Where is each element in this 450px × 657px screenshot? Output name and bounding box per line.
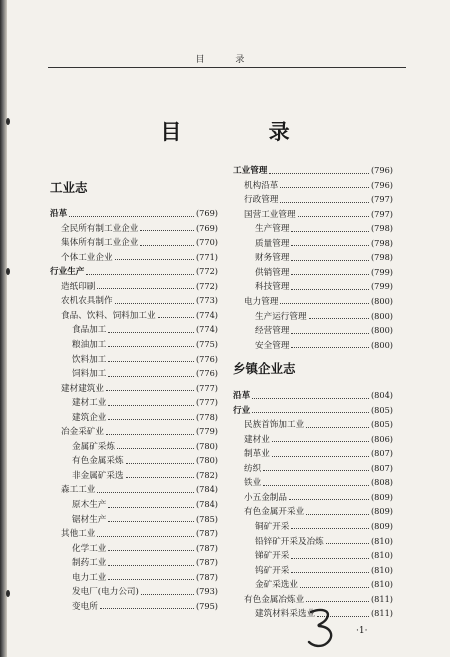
toc-leader-dots <box>141 594 194 595</box>
toc-entry <box>255 325 393 337</box>
toc-entry-title: 建材建筑业 <box>61 383 104 394</box>
toc-entry <box>61 383 218 395</box>
toc-leader-dots <box>291 231 369 232</box>
toc-entry-page: (811) <box>370 593 393 604</box>
toc-entry <box>72 514 218 526</box>
toc-entry-page: (774) <box>195 324 218 335</box>
toc-entry <box>255 550 393 562</box>
toc-entry-page: (776) <box>195 353 218 364</box>
toc-entry <box>61 281 218 293</box>
toc-entry-page: (769) <box>195 222 218 233</box>
toc-entry-title: 电力管理 <box>244 296 279 307</box>
toc-entry-title: 建材业 <box>244 434 270 445</box>
toc-entry-page: (807) <box>370 462 393 473</box>
toc-entry-page: (806) <box>370 433 393 444</box>
toc-leader-dots <box>108 565 194 566</box>
toc-entry-page: (776) <box>195 368 218 379</box>
toc-entry <box>244 209 393 221</box>
toc-entry <box>255 311 393 323</box>
toc-leader-dots <box>108 579 194 580</box>
toc-entry-title: 生产运行管理 <box>255 311 307 322</box>
toc-entry <box>72 441 218 453</box>
toc-entry-page: (805) <box>370 419 393 430</box>
toc-entry-title: 铜矿开采 <box>255 521 290 532</box>
toc-leader-dots <box>291 289 369 290</box>
toc-entry <box>244 180 393 192</box>
page-title: 目 录 <box>160 119 330 144</box>
toc-leader-dots <box>291 245 369 246</box>
toc-entry <box>233 390 393 402</box>
toc-entry <box>244 194 393 206</box>
toc-entry <box>72 412 218 424</box>
toc-entry-page: (782) <box>195 469 218 480</box>
toc-entry <box>244 448 393 460</box>
toc-entry-page: (793) <box>195 586 218 597</box>
toc-entry <box>50 266 218 278</box>
toc-leader-dots <box>108 376 194 377</box>
toc-entry-title: 财务管理 <box>255 253 290 264</box>
toc-entry-title: 民族首饰加工业 <box>244 420 305 431</box>
toc-entry-title: 农机农具制作 <box>61 296 113 307</box>
toc-entry-page: (797) <box>370 194 393 205</box>
toc-leader-dots <box>252 412 369 413</box>
toc-leader-dots <box>97 492 194 493</box>
toc-entry-page: (798) <box>370 223 393 234</box>
toc-entry <box>244 506 393 518</box>
toc-leader-dots <box>140 245 194 246</box>
toc-leader-dots <box>291 347 369 348</box>
toc-entry-page: (772) <box>195 280 218 291</box>
toc-entry <box>72 470 218 482</box>
toc-leader-dots <box>291 333 369 334</box>
toc-leader-dots <box>126 463 194 464</box>
toc-entry-title: 食品、饮料、饲料加工业 <box>61 310 156 321</box>
toc-leader-dots <box>280 202 369 203</box>
toc-entry-title: 纺织 <box>244 463 262 474</box>
toc-entry <box>61 295 218 307</box>
toc-entry-title: 锑矿开采 <box>255 551 290 562</box>
toc-entry-page: (804) <box>370 390 393 400</box>
toc-leader-dots <box>263 485 369 486</box>
toc-leader-dots <box>108 346 194 347</box>
toc-entry-page: (807) <box>370 448 393 459</box>
toc-leader-dots <box>252 398 369 399</box>
toc-leader-dots <box>108 405 194 406</box>
toc-entry <box>61 252 218 264</box>
toc-entry <box>61 426 218 438</box>
toc-leader-dots <box>298 216 369 217</box>
toc-entry-page: (775) <box>195 338 218 349</box>
scan-smudge <box>6 268 10 275</box>
toc-entry-page: (800) <box>370 310 393 321</box>
toc-entry-page: (774) <box>195 309 218 320</box>
toc-entry-title: 生产管理 <box>255 224 290 235</box>
toc-entry-page: (771) <box>195 251 218 262</box>
toc-entry-title: 集体所有制工业企业 <box>61 238 139 249</box>
toc-entry-title: 科技管理 <box>255 282 290 293</box>
toc-leader-dots <box>97 288 194 289</box>
toc-leader-dots <box>309 318 369 319</box>
toc-entry <box>61 528 218 540</box>
toc-entry <box>244 434 393 446</box>
toc-leader-dots <box>117 448 194 449</box>
toc-entry-title: 个体工业企业 <box>61 252 113 263</box>
toc-entry-page: (772) <box>195 266 218 277</box>
toc-leader-dots <box>108 507 194 508</box>
toc-entry-page: (811) <box>370 608 393 619</box>
scan-smudge <box>6 590 10 597</box>
toc-leader-dots <box>158 317 194 318</box>
toc-entry-title: 饲料加工 <box>72 369 107 380</box>
toc-entry <box>244 594 393 606</box>
running-head: 目 录 <box>195 55 259 65</box>
toc-entry-title: 金矿采选业 <box>255 580 298 591</box>
toc-leader-dots <box>263 470 369 471</box>
toc-entry-page: (800) <box>370 295 393 306</box>
toc-leader-dots <box>108 332 194 333</box>
toc-entry-page: (800) <box>370 339 393 350</box>
toc-leader-dots <box>108 361 194 362</box>
toc-entry <box>72 601 218 613</box>
toc-leader-dots <box>306 514 369 515</box>
toc-entry-page: (787) <box>195 557 218 568</box>
toc-leader-dots <box>106 434 194 435</box>
toc-entry <box>72 324 218 336</box>
toc-entry-title: 非金属矿采选 <box>72 470 124 481</box>
toc-leader-dots <box>86 274 194 275</box>
toc-entry-title: 制药工业 <box>72 558 107 569</box>
toc-entry <box>50 208 218 220</box>
toc-entry-title: 机构沿革 <box>244 180 279 191</box>
toc-entry-page: (809) <box>370 506 393 517</box>
toc-leader-dots <box>69 216 194 217</box>
toc-entry-title: 造纸印刷 <box>61 281 96 292</box>
toc-entry <box>255 252 393 264</box>
toc-entry-title: 经营管理 <box>255 326 290 337</box>
toc-leader-dots <box>140 230 194 231</box>
handwritten-mark <box>305 606 339 650</box>
toc-leader-dots <box>326 543 369 544</box>
toc-entry-title: 建材工业 <box>72 398 107 409</box>
toc-leader-dots <box>280 303 369 304</box>
toc-entry-title: 其他工业 <box>61 529 96 540</box>
toc-entry <box>255 223 393 235</box>
toc-entry-page: (770) <box>195 237 218 248</box>
toc-entry-page: (779) <box>195 426 218 437</box>
toc-entry <box>233 405 393 417</box>
toc-entry <box>61 310 218 322</box>
toc-entry-title: 建筑材料采选业 <box>255 609 316 620</box>
toc-entry-title: 钨矿开采 <box>255 565 290 576</box>
toc-leader-dots <box>272 441 369 442</box>
toc-entry <box>244 296 393 308</box>
toc-entry-title: 有色金属开采业 <box>244 507 305 518</box>
toc-entry-title: 原木生产 <box>72 500 107 510</box>
toc-entry-page: (769) <box>195 208 218 218</box>
toc-entry-title: 小五金制品 <box>244 492 287 503</box>
toc-entry-page: (795) <box>195 600 218 611</box>
toc-entry <box>72 499 218 511</box>
toc-leader-dots <box>291 558 369 559</box>
toc-entry-page: (810) <box>370 535 393 546</box>
toc-entry-title: 食品加工 <box>72 325 107 336</box>
page-number: ·1· <box>356 626 368 636</box>
toc-entry-page: (797) <box>370 208 393 219</box>
toc-leader-dots <box>291 572 369 573</box>
section-title-industry: 工业志 <box>50 180 88 195</box>
toc-leader-dots <box>115 259 194 260</box>
toc-entry-title: 国营工业管理 <box>244 209 296 220</box>
toc-entry-title: 变电所 <box>72 601 98 612</box>
toc-entry <box>72 586 218 598</box>
toc-entry-title: 沿革 <box>233 391 251 401</box>
toc-entry-page: (798) <box>370 237 393 248</box>
toc-entry-page: (787) <box>195 528 218 539</box>
toc-entry-page: (809) <box>370 520 393 531</box>
toc-leader-dots <box>106 390 194 391</box>
toc-entry <box>72 354 218 366</box>
toc-leader-dots <box>306 427 369 428</box>
toc-entry-page: (777) <box>195 382 218 393</box>
toc-entry-title: 有色金属冶炼业 <box>244 594 305 605</box>
toc-entry <box>72 557 218 569</box>
toc-entry-page: (780) <box>195 455 218 466</box>
scan-edge-shadow <box>0 0 7 657</box>
toc-entry <box>72 543 218 555</box>
toc-leader-dots <box>280 187 369 188</box>
toc-entry-title: 铅锌矿开采及冶炼 <box>255 536 324 547</box>
toc-entry <box>72 339 218 351</box>
toc-entry-page: (800) <box>370 325 393 336</box>
toc-entry-title: 安全管理 <box>255 340 290 351</box>
toc-entry <box>72 397 218 409</box>
toc-entry-page: (787) <box>195 571 218 582</box>
toc-entry-page: (773) <box>195 295 218 306</box>
toc-entry-title: 行业生产 <box>50 267 85 278</box>
section-title-township-enterprise: 乡镇企业志 <box>233 361 296 376</box>
toc-entry <box>255 340 393 352</box>
toc-leader-dots <box>97 536 194 537</box>
header-rule <box>48 67 406 68</box>
toc-entry-page: (810) <box>370 550 393 561</box>
toc-entry-title: 森工工业 <box>61 485 96 496</box>
toc-entry-page: (784) <box>195 484 218 495</box>
toc-leader-dots <box>289 499 369 500</box>
toc-entry-title: 锯材生产 <box>72 514 107 525</box>
toc-entry <box>255 521 393 533</box>
toc-entry <box>72 455 218 467</box>
toc-entry-page: (809) <box>370 491 393 502</box>
toc-leader-dots <box>126 477 194 478</box>
toc-entry <box>255 281 393 293</box>
toc-entry-title: 建筑企业 <box>72 412 107 423</box>
toc-entry-title: 行业 <box>233 405 251 416</box>
toc-entry <box>61 484 218 496</box>
toc-entry <box>255 579 393 591</box>
toc-entry-page: (780) <box>195 440 218 451</box>
toc-leader-dots <box>272 456 369 457</box>
toc-entry <box>244 477 393 489</box>
toc-leader-dots <box>108 521 194 522</box>
toc-entry-page: (798) <box>370 252 393 263</box>
toc-entry-page: (799) <box>370 281 393 292</box>
toc-entry <box>244 419 393 431</box>
toc-entry-title: 制革业 <box>244 449 270 460</box>
toc-entry <box>255 267 393 279</box>
toc-entry-title: 金属矿采炼 <box>72 441 115 452</box>
toc-entry-title: 化学工业 <box>72 543 107 554</box>
toc-entry <box>255 565 393 577</box>
toc-entry-title: 有色金属采炼 <box>72 456 124 467</box>
toc-entry <box>244 492 393 504</box>
toc-entry-title: 粮油加工 <box>72 339 107 350</box>
toc-entry-page: (784) <box>195 499 218 509</box>
toc-entry <box>233 165 393 177</box>
toc-entry-page: (777) <box>195 397 218 408</box>
toc-entry-title: 饮料加工 <box>72 354 107 365</box>
toc-entry-page: (796) <box>370 165 393 175</box>
toc-leader-dots <box>291 528 369 529</box>
toc-entry-page: (808) <box>370 477 393 488</box>
toc-leader-dots <box>291 274 369 275</box>
toc-leader-dots <box>100 608 194 609</box>
toc-leader-dots <box>300 587 369 588</box>
toc-entry <box>255 238 393 250</box>
toc-entry <box>244 463 393 475</box>
toc-entry-title: 冶金采矿业 <box>61 427 104 438</box>
toc-entry-title: 全民所有制工业企业 <box>61 223 139 234</box>
toc-entry <box>61 237 218 249</box>
toc-entry <box>72 572 218 584</box>
toc-entry-title: 供销管理 <box>255 267 290 278</box>
toc-entry-page: (805) <box>370 404 393 415</box>
toc-entry-title: 工业管理 <box>233 166 268 176</box>
toc-entry-page: (810) <box>370 579 393 590</box>
toc-entry-title: 发电厂(电力公司) <box>72 587 139 598</box>
toc-entry-title: 行政管理 <box>244 195 279 206</box>
toc-entry-title: 铁业 <box>244 478 262 489</box>
toc-entry-page: (810) <box>370 564 393 575</box>
toc-leader-dots <box>108 419 194 420</box>
toc-leader-dots <box>108 550 194 551</box>
toc-entry-page: (787) <box>195 542 218 553</box>
toc-leader-dots <box>115 303 194 304</box>
toc-entry-page: (785) <box>195 513 218 524</box>
toc-entry <box>255 536 393 548</box>
toc-entry <box>72 368 218 380</box>
toc-entry-title: 沿革 <box>50 209 68 219</box>
toc-entry <box>61 223 218 235</box>
toc-leader-dots <box>269 173 369 174</box>
toc-leader-dots <box>306 601 369 602</box>
toc-entry-page: (778) <box>195 411 218 422</box>
toc-entry-title: 电力工业 <box>72 572 107 583</box>
toc-entry-title: 质量管理 <box>255 238 290 249</box>
toc-leader-dots <box>291 260 369 261</box>
toc-entry-page: (799) <box>370 266 393 277</box>
toc-entry-page: (796) <box>370 179 393 190</box>
